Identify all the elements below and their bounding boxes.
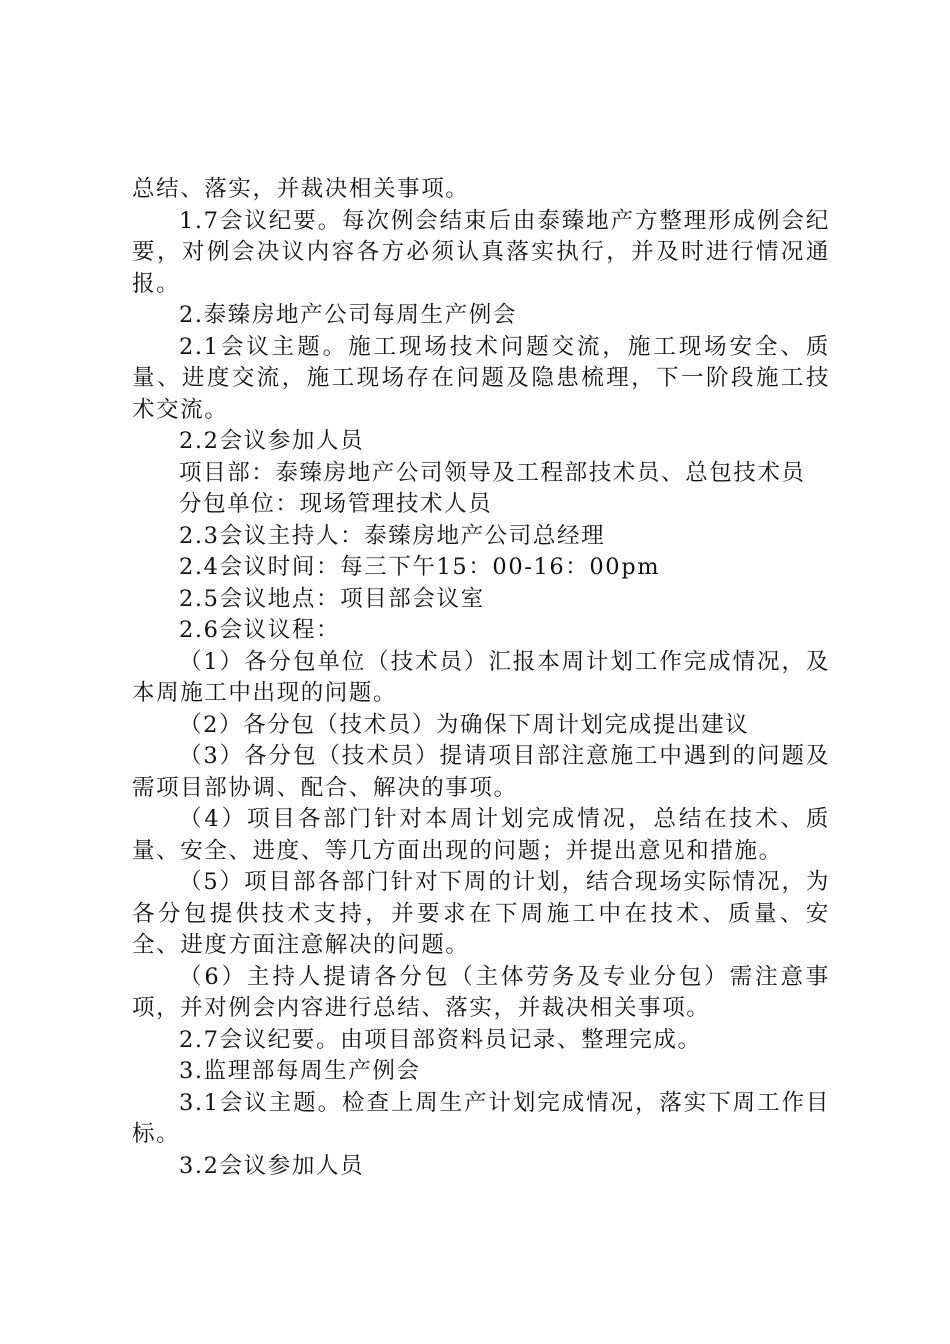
paragraph-continuation: 总结、落实，并裁决相关事项。 xyxy=(132,176,470,202)
paragraph-2-6-agenda: 2.6会议议程： xyxy=(179,617,341,643)
agenda-item-6: （6）主持人提请各分包（主体劳务及专业分包）需注意事项，并对例会内容进行总结、落实，并裁决相关事项。 xyxy=(132,963,830,1021)
paragraph-3-2-attendees: 3.2会议参加人员 xyxy=(179,1152,365,1179)
paragraph-1-7-minutes: 1.7会议纪要。每次例会结束后由泰臻地产方整理形成例会纪要，对例会决议内容各方必须认真落实执行，并及时进行情况通报。 xyxy=(132,207,830,297)
agenda-item-5: （5）项目部各部门针对下周的计划，结合现场实际情况，为各分包提供技术支持，并要求在下周施工中在技术、质量、安全、进度方面注意解决的问题。 xyxy=(132,869,830,958)
paragraph-2-5-location: 2.5会议地点：项目部会议室 xyxy=(179,585,485,612)
paragraph-project-dept: 项目部：泰臻房地产公司领导及工程部技术员、总包技术员 xyxy=(179,459,806,486)
agenda-item-4: （4）项目各部门针对本周计划完成情况，总结在技术、质量、安全、进度、等几方面出现的问题；并提出意见和措施。 xyxy=(132,806,830,864)
paragraph-2-1-topic: 2.1会议主题。施工现场技术问题交流，施工现场安全、质量、进度交流，施工现场存在问题及隐患梳理，下一阶段施工技术交流。 xyxy=(132,333,830,423)
document-body xyxy=(132,174,830,1182)
agenda-item-2: （2）各分包（技术员）为确保下周计划完成提出建议 xyxy=(179,711,750,738)
paragraph-2-2-attendees: 2.2会议参加人员 xyxy=(179,428,365,454)
paragraph-3-1-topic: 3.1会议主题。检查上周生产计划完成情况，落实下周工作目标。 xyxy=(132,1089,830,1147)
paragraph-2-3-host: 2.3会议主持人：泰臻房地产公司总经理 xyxy=(179,522,606,549)
heading-section-3: 3.监理部每周生产例会 xyxy=(179,1058,421,1084)
paragraph-2-7-minutes: 2.7会议纪要。由项目部资料员记录、整理完成。 xyxy=(179,1026,702,1053)
paragraph-subcontractor: 分包单位：现场管理技术人员 xyxy=(179,491,493,517)
agenda-item-1: （1）各分包单位（技术员）汇报本周计划工作完成情况，及本周施工中出现的问题。 xyxy=(132,648,830,706)
agenda-item-3: （3）各分包（技术员）提请项目部注意施工中遇到的问题及需项目部协调、配合、解决的事项。 xyxy=(132,743,830,801)
paragraph-2-4-time: 2.4会议时间：每三下午15：00-16：00pm xyxy=(179,554,661,580)
heading-section-2: 2.泰臻房地产公司每周生产例会 xyxy=(179,302,517,328)
